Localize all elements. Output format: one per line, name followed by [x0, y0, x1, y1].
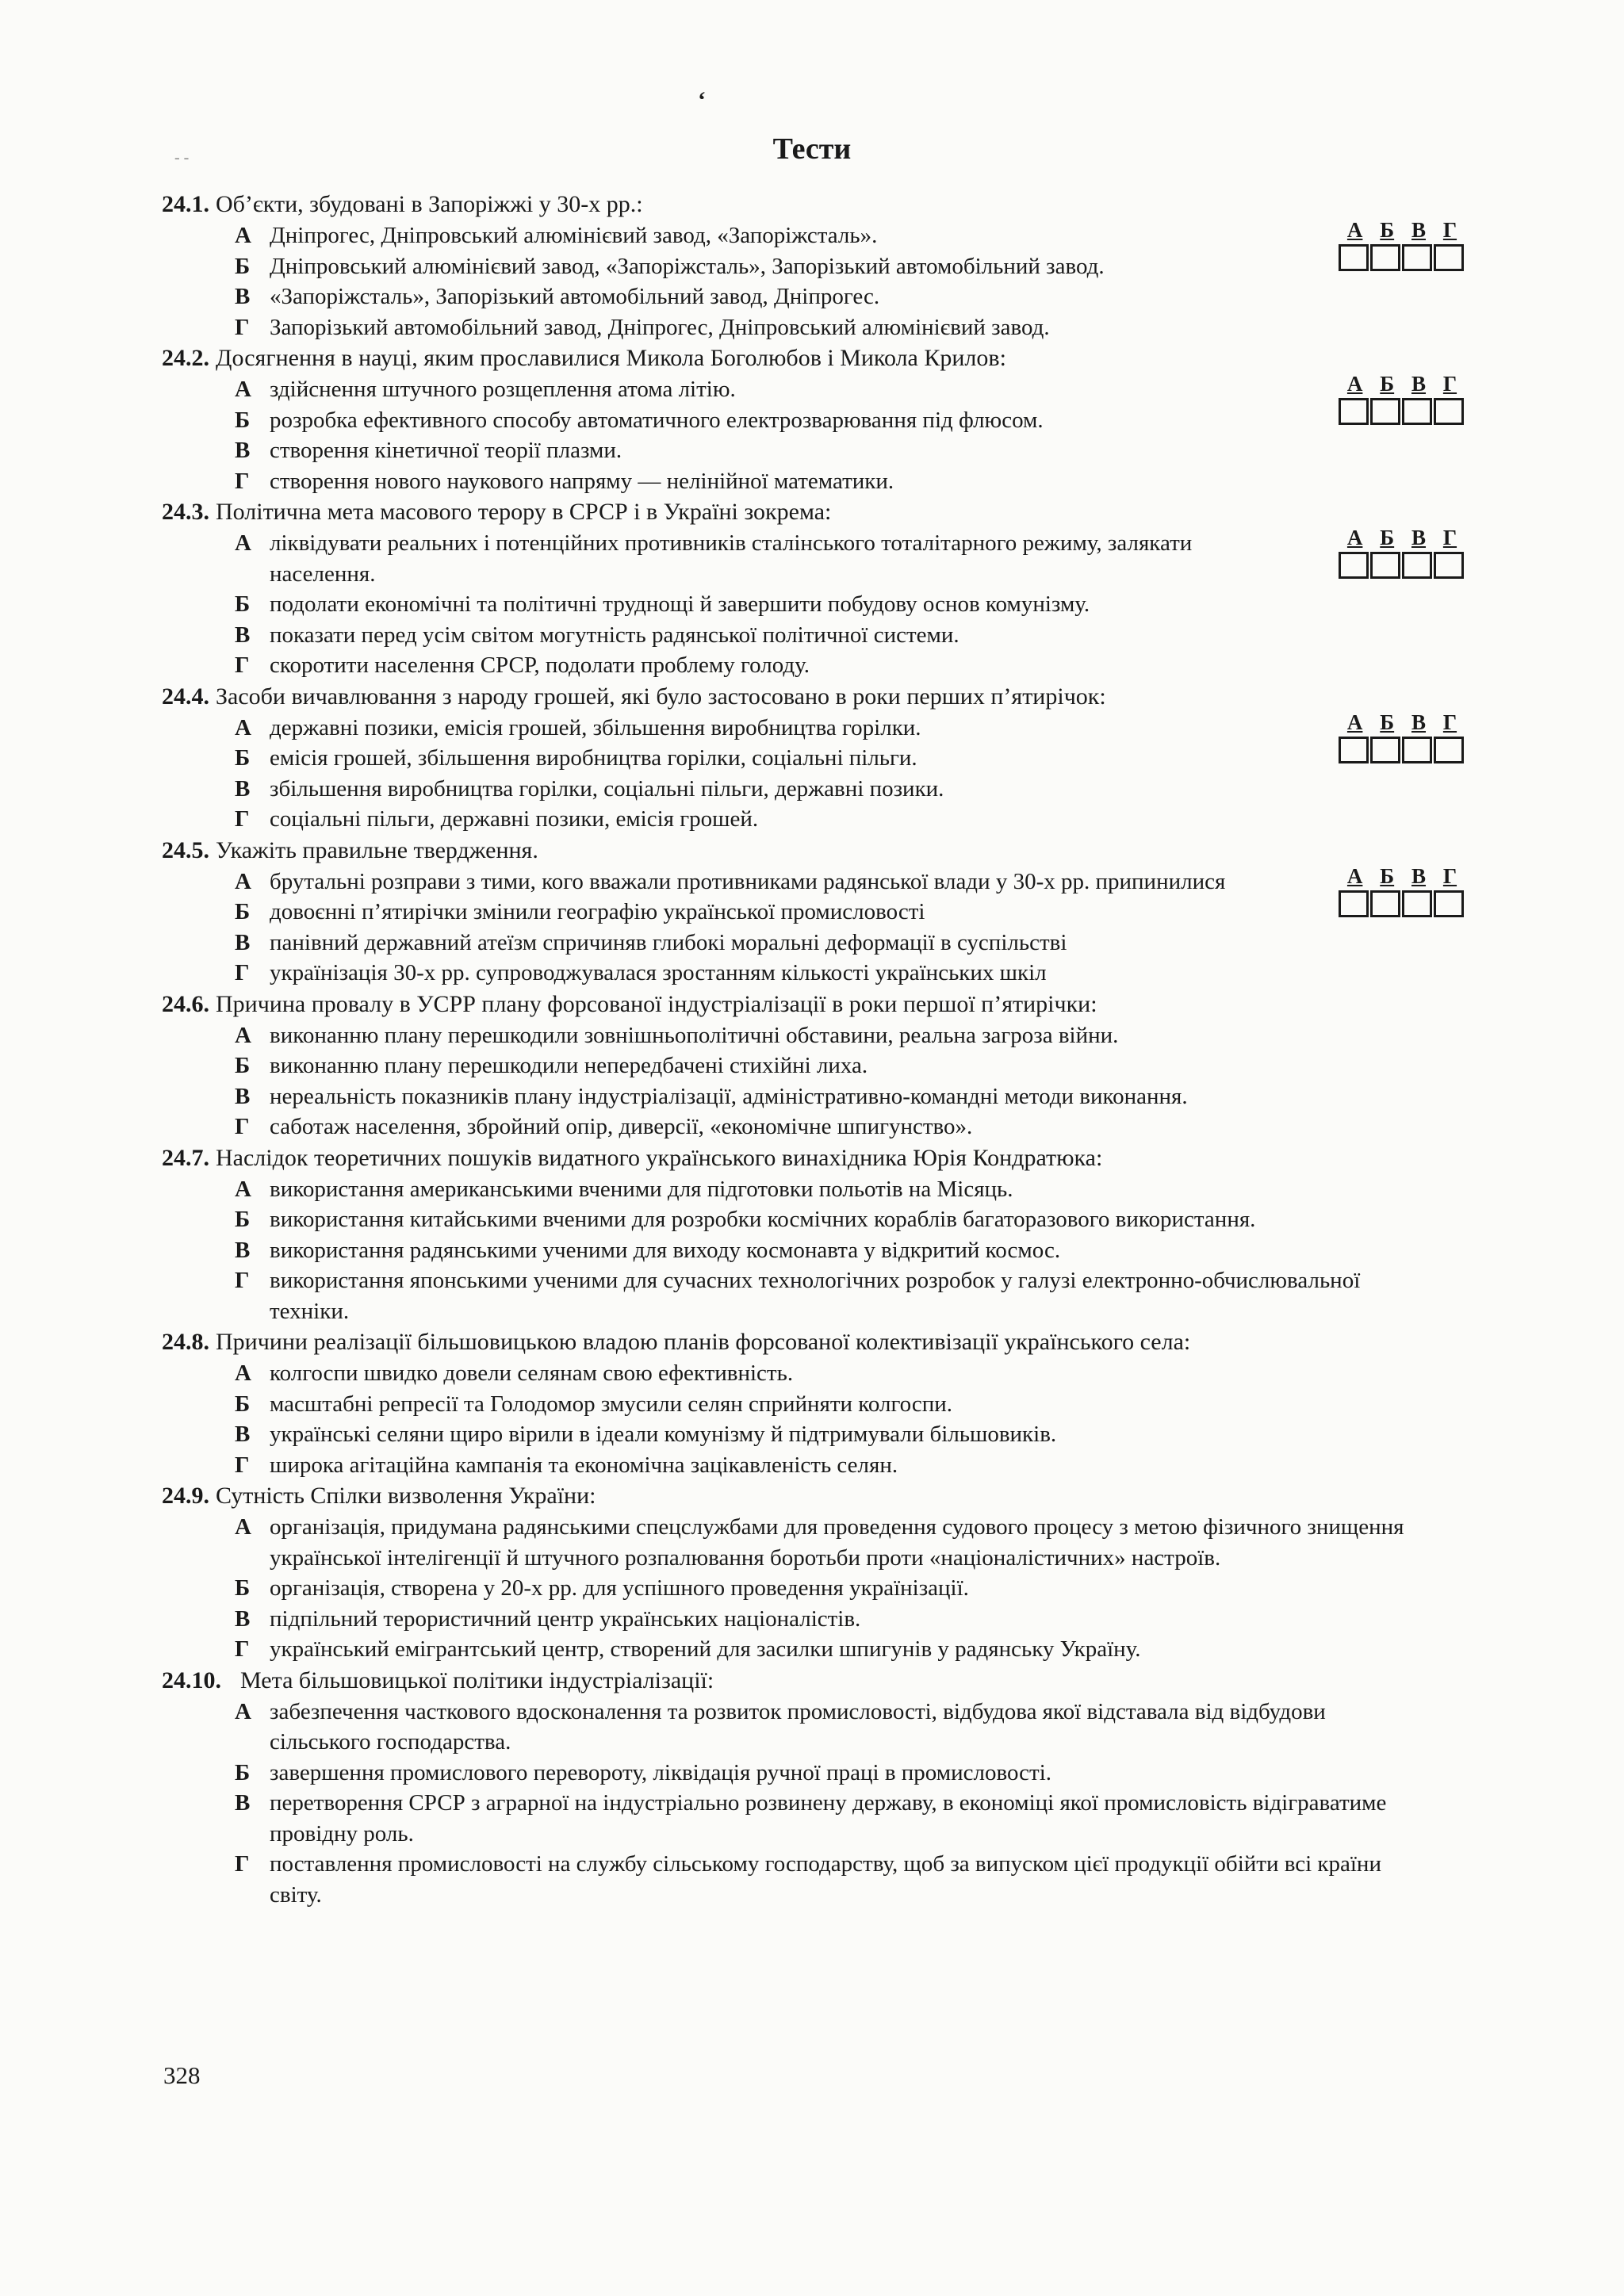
- answer-grid: [1339, 219, 1465, 271]
- answer-option: [162, 281, 1462, 312]
- grid-letter: Б: [1380, 372, 1395, 396]
- option-letter: В: [235, 775, 251, 802]
- page-title: Тести: [772, 132, 852, 166]
- option-text: «Запоріжсталь», Запорізький автомобільний завод, Дніпрогес.: [270, 284, 880, 309]
- question-header: [162, 835, 1462, 867]
- answer-option: [162, 1419, 1462, 1450]
- answer-checkbox[interactable]: [1434, 398, 1464, 425]
- question-2: [162, 342, 1462, 496]
- answer-checkbox[interactable]: [1402, 552, 1432, 579]
- answer-checkbox[interactable]: [1402, 737, 1432, 763]
- answer-option: [162, 897, 1462, 928]
- option-text: український емігрантський центр, створений для засилки шпигунів у радянську Україну.: [270, 1636, 1141, 1662]
- option-letter: Б: [235, 899, 251, 924]
- option-text: Дніпровський алюмінієвий завод, «Запоріжсталь», Запорізький автомобільний завод.: [270, 253, 1105, 279]
- option-letter: Б: [235, 1391, 251, 1417]
- grid-letter: Б: [1380, 526, 1395, 549]
- option-text: здійснення штучного розщеплення атома літію.: [270, 377, 736, 402]
- answer-option: [162, 528, 1462, 589]
- option-letter: А: [235, 1022, 251, 1048]
- grid-letter: А: [1346, 710, 1363, 734]
- grid-letter: А: [1346, 218, 1363, 242]
- option-text: використання китайськими вченими для розробки космічних кораблів багаторазового використання.: [270, 1207, 1256, 1232]
- answer-checkbox[interactable]: [1402, 398, 1432, 425]
- answer-checkbox[interactable]: [1339, 737, 1369, 763]
- option-text: соціальні пільги, державні позики, емісія грошей.: [270, 806, 759, 832]
- grid-letter: А: [1346, 526, 1363, 549]
- option-letter: А: [235, 1514, 251, 1540]
- answer-option: [162, 1758, 1462, 1789]
- answer-checkbox[interactable]: [1434, 890, 1464, 917]
- question-9: [162, 1480, 1462, 1665]
- option-letter: А: [235, 1360, 251, 1386]
- option-letter: Г: [235, 806, 250, 832]
- answer-grid: [1339, 373, 1465, 425]
- option-text: підпільний терористичний центр українських націоналістів.: [270, 1605, 861, 1632]
- option-letter: Г: [235, 468, 250, 494]
- option-text: панівний державний атеїзм спричиняв глибокі моральні деформації в суспільстві: [270, 929, 1067, 955]
- option-letter: Г: [235, 1851, 250, 1877]
- option-text: виконанню плану перешкодили зовнішньополітичні обставини, реальна загроза війни.: [270, 1022, 1119, 1048]
- option-letter: Б: [235, 1575, 251, 1601]
- question-number: 24.7.: [162, 1144, 209, 1171]
- grid-letter: Г: [1442, 526, 1457, 549]
- option-letter: Г: [235, 1636, 250, 1662]
- question-header: [162, 496, 1462, 528]
- option-letter: А: [235, 1176, 251, 1202]
- answer-option: [162, 928, 1462, 959]
- grid-letter: В: [1411, 863, 1427, 888]
- option-text: Дніпрогес, Дніпровський алюмінієвий завод, «Запоріжсталь».: [270, 223, 878, 248]
- option-text: використання американськими вченими для підготовки польотів на Місяць.: [270, 1176, 1013, 1202]
- answer-option: [162, 1697, 1462, 1758]
- option-text: використання радянськими ученими для виходу космонавта у відкритий космос.: [270, 1237, 1061, 1263]
- answer-option: [162, 405, 1462, 436]
- answer-checkbox[interactable]: [1370, 737, 1400, 763]
- answer-option: [162, 710, 1462, 744]
- question-number: 24.6.: [162, 990, 209, 1017]
- answer-option: [162, 1050, 1462, 1081]
- option-letter: Б: [235, 407, 251, 433]
- question-number: 24.2.: [162, 345, 209, 371]
- question-header: [162, 681, 1462, 713]
- question-number: 24.3.: [162, 499, 209, 525]
- answer-grid: [1339, 865, 1465, 917]
- answer-checkbox[interactable]: [1402, 244, 1432, 271]
- answer-checkbox[interactable]: [1434, 737, 1464, 763]
- question-7: [162, 1142, 1462, 1327]
- grid-letter: А: [1346, 372, 1363, 396]
- grid-letter: Г: [1442, 372, 1457, 396]
- question-header: [162, 1142, 1462, 1174]
- option-text: організація, створена у 20-х рр. для успішного проведення українізації.: [270, 1575, 969, 1601]
- question-header: [162, 1665, 1462, 1697]
- question-1: [162, 189, 1462, 342]
- option-letter: В: [235, 284, 251, 309]
- grid-letter: А: [1346, 863, 1363, 888]
- grid-letter: Б: [1380, 218, 1395, 242]
- option-text: довоєнні п’ятирічки змінили географію української промисловості: [270, 899, 925, 924]
- option-text: ліквідувати реальних і потенційних противників сталінського тоталітарного режиму, залякати населення.: [270, 530, 1193, 587]
- answer-option: [162, 804, 1462, 835]
- answer-checkbox[interactable]: [1339, 552, 1369, 579]
- option-letter: Г: [235, 1268, 250, 1293]
- answer-option: [162, 1204, 1462, 1235]
- grid-letter: В: [1411, 372, 1427, 396]
- question-header: [162, 342, 1462, 374]
- question-number: 24.10.: [162, 1667, 221, 1693]
- option-letter: Г: [235, 1114, 250, 1139]
- question-header: [162, 1480, 1462, 1512]
- option-letter: В: [235, 622, 251, 648]
- question-number: 24.9.: [162, 1483, 209, 1509]
- answer-option: [162, 1389, 1462, 1420]
- option-letter: Г: [235, 1452, 250, 1478]
- page-number: 328: [163, 2061, 201, 2089]
- option-letter: А: [235, 530, 251, 556]
- answer-checkbox[interactable]: [1402, 890, 1432, 917]
- answer-option: [162, 1358, 1462, 1389]
- option-text: створення нового наукового напряму — нелінійної математики.: [270, 468, 894, 494]
- question-text: Об’єкти, збудовані в Запоріжжі у 30-х рр.:: [216, 191, 643, 217]
- option-text: брутальні розправи з тими, кого вважали противниками радянської влади у 30-х рр. припинилися: [270, 868, 1226, 894]
- answer-option: [162, 1235, 1462, 1266]
- answer-option: [162, 1081, 1462, 1112]
- answer-option: [162, 374, 1462, 405]
- option-letter: В: [235, 1083, 251, 1109]
- grid-letter: Г: [1442, 218, 1457, 242]
- answer-grid: [1339, 711, 1465, 763]
- answer-checkbox[interactable]: [1370, 890, 1400, 917]
- question-text: Досягнення в науці, яким прославилися Микола Боголюбов і Микола Крилов:: [216, 345, 1006, 371]
- question-text: Політична мета масового терору в СРСР і в Україні зокрема:: [216, 499, 832, 525]
- option-text: показати перед усім світом могутність радянської політичної системи.: [270, 622, 959, 648]
- answer-option: [162, 1450, 1462, 1481]
- answer-checkbox[interactable]: [1434, 552, 1464, 579]
- question-8: [162, 1326, 1462, 1480]
- answer-option: [162, 1265, 1462, 1326]
- option-text: подолати економічні та політичні труднощі й завершити побудову основ комунізму.: [270, 591, 1090, 617]
- option-letter: В: [235, 1237, 251, 1263]
- grid-letter: В: [1411, 710, 1427, 734]
- option-letter: А: [235, 223, 251, 248]
- option-text: створення кінетичної теорії плазми.: [270, 438, 622, 463]
- option-letter: Г: [235, 960, 250, 985]
- question-number: 24.5.: [162, 836, 209, 863]
- option-letter: Г: [235, 652, 250, 678]
- answer-option: [162, 220, 1462, 251]
- tests-list: [162, 189, 1462, 1910]
- option-text: колгоспи швидко довели селянам свою ефективність.: [270, 1360, 794, 1386]
- answer-option: [162, 650, 1462, 681]
- question-10: [162, 1665, 1462, 1911]
- question-text: Мета більшовицької політики індустріалізації:: [240, 1667, 714, 1693]
- grid-letter: В: [1411, 218, 1427, 242]
- option-letter: В: [235, 1422, 251, 1447]
- option-letter: Б: [235, 1053, 251, 1078]
- option-text: перетворення СРСР з аграрної на індустріально розвинену державу, в економіці якої промисловість відіграватиме провідну роль.: [270, 1790, 1387, 1846]
- option-text: забезпечення часткового вдосконалення та розвиток промисловості, відбудова якої відставала від відбудови сільського господарства.: [270, 1698, 1326, 1755]
- answer-checkbox[interactable]: [1370, 552, 1400, 579]
- answer-option: [162, 251, 1462, 282]
- grid-letter: Б: [1380, 863, 1395, 888]
- option-text: широка агітаційна кампанія та економічна зацікавленість селян.: [270, 1452, 898, 1478]
- grid-letter: Г: [1442, 863, 1457, 888]
- option-letter: Б: [235, 591, 251, 617]
- answer-option: [162, 466, 1462, 497]
- option-letter: А: [235, 714, 251, 740]
- answer-option: [162, 1849, 1462, 1910]
- answer-option: [162, 1604, 1462, 1635]
- answer-option: [162, 1573, 1462, 1604]
- option-letter: В: [235, 929, 251, 955]
- option-text: нереальність показників плану індустріалізації, адміністративно-командні методи виконання.: [270, 1083, 1188, 1109]
- scan-mark: ʻ: [698, 87, 706, 113]
- answer-checkbox[interactable]: [1370, 398, 1400, 425]
- option-letter: А: [235, 868, 251, 894]
- option-letter: Г: [235, 314, 250, 340]
- option-letter: В: [235, 1790, 251, 1816]
- answer-option: [162, 743, 1462, 774]
- question-number: 24.1.: [162, 191, 209, 217]
- option-text: українські селяни щиро вірили в ідеали комунізму й підтримували більшовиків.: [270, 1422, 1057, 1447]
- grid-letter: Г: [1442, 710, 1457, 734]
- option-text: поставлення промисловості на службу сільському господарству, щоб за випуском цієї продукції обійти всі країни світу.: [270, 1851, 1381, 1908]
- question-text: Укажіть правильне твердження.: [216, 836, 538, 863]
- scan-dash: - -: [174, 149, 190, 166]
- answer-option: [162, 1174, 1462, 1205]
- answer-option: [162, 958, 1462, 989]
- question-4: [162, 681, 1462, 835]
- option-text: збільшення виробництва горілки, соціальні пільги, державні позики.: [270, 775, 944, 802]
- option-letter: А: [235, 377, 251, 402]
- question-5: [162, 835, 1462, 989]
- option-text: Запорізький автомобільний завод, Дніпрогес, Дніпровський алюмінієвий завод.: [270, 314, 1050, 340]
- question-number: 24.8.: [162, 1329, 209, 1355]
- option-text: державні позики, емісія грошей, збільшення виробництва горілки.: [270, 714, 921, 740]
- question-3: [162, 496, 1462, 681]
- answer-option: [162, 435, 1462, 466]
- option-text: використання японськими ученими для сучасних технологічних розробок у галузі електронно-обчислювальної техніки.: [270, 1268, 1361, 1324]
- option-text: розробка ефективного способу автоматичного електрозварювання під флюсом.: [270, 407, 1044, 433]
- option-text: емісія грошей, збільшення виробництва горілки, соціальні пільги.: [270, 745, 917, 771]
- answer-option: [162, 863, 1462, 897]
- answer-checkbox[interactable]: [1370, 244, 1400, 271]
- answer-checkbox[interactable]: [1434, 244, 1464, 271]
- answer-option: [162, 312, 1462, 343]
- option-text: організація, придумана радянськими спецслужбами для проведення судового процесу з метою фізичного знищення української інтелігенції й штучного розпалювання боротьби проти «націоналістичних» настроїв.: [270, 1514, 1404, 1571]
- answer-checkbox[interactable]: [1339, 398, 1369, 425]
- question-text: Причина провалу в УСРР плану форсованої індустріалізації в роки першої п’ятирічки:: [216, 990, 1097, 1017]
- question-text: Причини реалізації більшовицькою владою планів форсованої колективізації українського села:: [216, 1329, 1191, 1355]
- question-text: Наслідок теоретичних пошуків видатного українського винахідника Юрія Кондратюка:: [216, 1144, 1103, 1171]
- question-text: Засоби вичавлювання з народу грошей, які було застосовано в роки перших п’ятирічок:: [216, 683, 1106, 710]
- question-6: [162, 989, 1462, 1142]
- option-text: завершення промислового перевороту, ліквідація ручної праці в промисловості.: [270, 1759, 1052, 1785]
- question-header: [162, 1326, 1462, 1358]
- answer-option: [162, 1112, 1462, 1142]
- answer-option: [162, 589, 1462, 620]
- answer-option: [162, 774, 1462, 805]
- grid-letter: Б: [1380, 710, 1395, 734]
- option-letter: Б: [235, 253, 251, 279]
- question-number: 24.4.: [162, 683, 209, 710]
- answer-option: [162, 1512, 1462, 1573]
- question-text: Сутність Спілки визволення України:: [216, 1483, 596, 1509]
- answer-option: [162, 620, 1462, 651]
- question-header: [162, 189, 1462, 220]
- question-header: [162, 989, 1462, 1020]
- option-letter: В: [235, 1605, 251, 1632]
- option-letter: В: [235, 438, 251, 463]
- option-letter: Б: [235, 1207, 251, 1232]
- answer-option: [162, 1020, 1462, 1051]
- option-text: виконанню плану перешкодили непередбачені стихійні лиха.: [270, 1053, 868, 1078]
- answer-checkbox[interactable]: [1339, 244, 1369, 271]
- option-text: саботаж населення, збройний опір, диверсії, «економічне шпигунство».: [270, 1114, 973, 1139]
- answer-grid: [1339, 526, 1465, 579]
- option-text: скоротити населення СРСР, подолати проблему голоду.: [270, 652, 810, 678]
- option-text: українізація 30-х рр. супроводжувалася зростанням кількості українських шкіл: [270, 960, 1047, 985]
- answer-option: [162, 1788, 1462, 1849]
- answer-option: [162, 1634, 1462, 1665]
- option-text: масштабні репресії та Голодомор змусили селян сприйняти колгоспи.: [270, 1391, 953, 1417]
- option-letter: А: [235, 1698, 251, 1724]
- answer-checkbox[interactable]: [1339, 890, 1369, 917]
- option-letter: Б: [235, 1759, 251, 1785]
- option-letter: Б: [235, 745, 251, 771]
- grid-letter: В: [1411, 526, 1427, 549]
